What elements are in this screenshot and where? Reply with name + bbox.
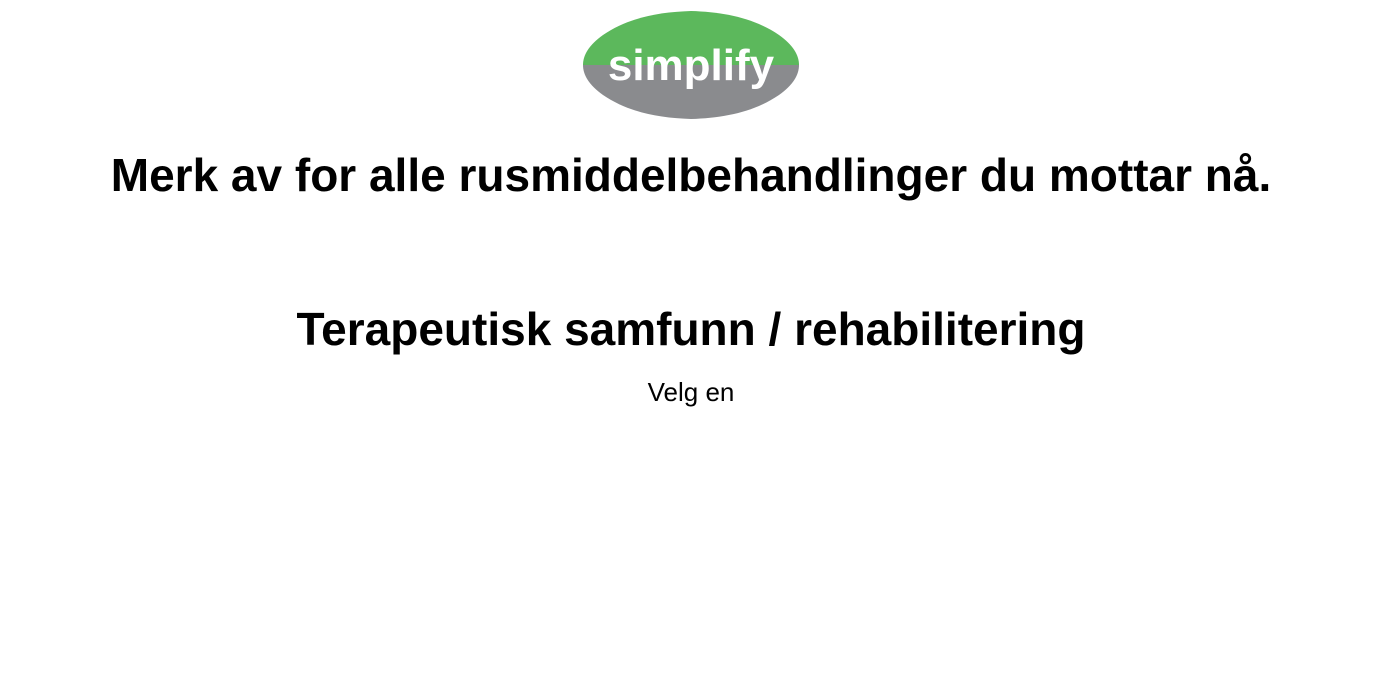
question-title: Merk av for alle rusmiddelbehandlinger du mottar nå. [110,149,1272,201]
simplify-logo [583,10,799,120]
logo-wordmark: simplify [607,41,775,90]
selection-instruction: Velg en [647,377,735,407]
option-group-title: Terapeutisk samfunn / rehabilitering [296,303,1086,355]
simplify-logo-graphic [583,10,799,120]
